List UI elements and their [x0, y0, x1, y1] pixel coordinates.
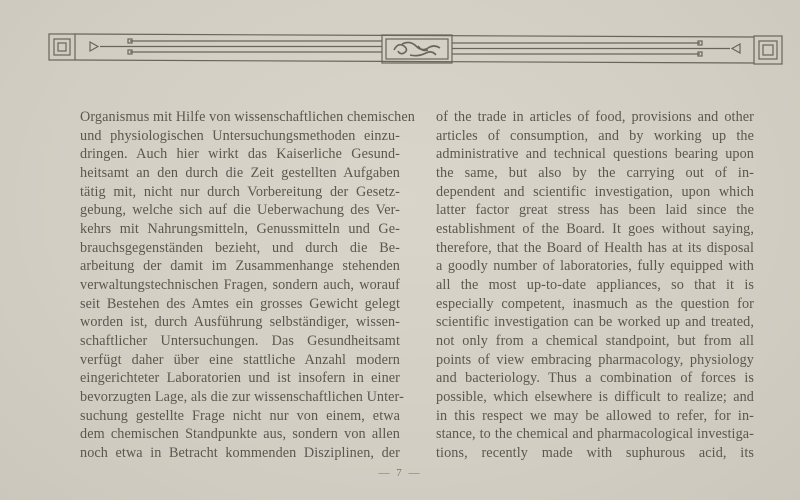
- text-line: points of view embracing pharmacology, physiology: [436, 351, 754, 368]
- text-line: establishment of the Board. It goes without saying,: [436, 220, 754, 237]
- text-line: verwaltungstechnischen Fragen, sondern auch, worauf: [80, 276, 400, 293]
- text-line: therefore, that the Board of Health has at its disposal: [436, 239, 754, 256]
- text-line: of the trade in articles of food, provisions and other: [436, 109, 754, 125]
- text-line: not only from a chemical standpoint, but from all: [436, 332, 754, 349]
- header-ornament-border: [0, 0, 800, 80]
- text-line: stance, to the chemical and pharmacological investiga-: [436, 426, 754, 443]
- text-line: especially competent, inasmuch as the question for: [436, 295, 754, 312]
- text-line: kehrs mit Nahrungsmitteln, Genussmitteln und Ge-: [80, 220, 400, 237]
- german-text-column: [80, 108, 415, 462]
- ornament-right-arrow-icon: [732, 44, 740, 53]
- text-line: schaftlicher Untersuchungen. Das Gesundheitsamt: [80, 332, 400, 349]
- ornament-right-square: [754, 36, 782, 64]
- text-line: seit Bestehen des Amtes ein grosses Gewicht gelegt: [80, 295, 400, 312]
- text-line: articles of consumption, and by working up the: [436, 127, 754, 144]
- text-line: dringen. Auch hier wirkt das Kaiserliche Gesund-: [80, 146, 400, 163]
- text-line: all the most up-to-date appliances, so that it is: [436, 276, 754, 293]
- text-line: heitsamt an den durch die Zeit gestellten Aufgaben: [80, 164, 400, 181]
- text-line: tions, recently made with suphurous acid, its: [436, 444, 754, 461]
- text-line: dependent and scientific investigation, upon which: [436, 183, 754, 200]
- text-line: und physiologischen Untersuchungsmethoden einzu-: [80, 127, 400, 144]
- ornament-left-arrow-icon: [90, 42, 98, 51]
- text-line: eingerichteter Laboratorien und ist insofern in einer: [80, 370, 400, 387]
- text-line: in this respect we may be allowed to refer, for in-: [436, 407, 754, 424]
- text-line: gebung, welche sich auf die Ueberwachung des Ver-: [80, 202, 400, 219]
- text-line: suchung gestellte Frage nicht nur von einem, etwa: [80, 407, 400, 424]
- text-line: a goodly number of laboratories, fully equipped with: [436, 258, 754, 275]
- text-line: administrative and technical questions bearing upon: [436, 146, 754, 163]
- text-line: worden ist, durch Ausführung selbständiger, wissen-: [80, 314, 400, 331]
- text-line: tätig mit, nicht nur durch Vorbereitung der Gesetz-: [80, 183, 400, 200]
- ornament-scroll-icon: [394, 42, 440, 55]
- ornament-left-square: [49, 34, 75, 60]
- text-line: dem chemischen Standpunkte aus, sondern von allen: [80, 426, 400, 443]
- text-line: noch etwa in Betracht kommenden Disziplinen, der: [80, 444, 400, 461]
- english-text-column: [436, 108, 754, 462]
- text-line: the same, but also by the carrying out of in-: [436, 164, 754, 181]
- text-line: arbeitung der damit im Zusammenhange stehenden: [80, 258, 400, 275]
- text-line: bevorzugten Lage, als die zur wissenschaftlichen Unter-: [80, 388, 404, 405]
- page-number: — 7 —: [378, 467, 422, 479]
- text-line: brauchsgegenständen bezieht, und durch die Be-: [80, 239, 400, 256]
- text-line: Organismus mit Hilfe von wissenschaftlichen chemischen: [80, 109, 415, 125]
- text-line: possible, which elsewhere is difficult to realize; and: [436, 388, 754, 405]
- text-line: verfügt daher über eine stattliche Anzahl modern: [80, 351, 400, 368]
- text-line: latter factor great stress has been laid since the: [436, 202, 754, 219]
- text-line: scientific investigation can be worked up and treated,: [436, 314, 754, 331]
- text-line: and bacteriology. Thus a combination of forces is: [436, 370, 754, 387]
